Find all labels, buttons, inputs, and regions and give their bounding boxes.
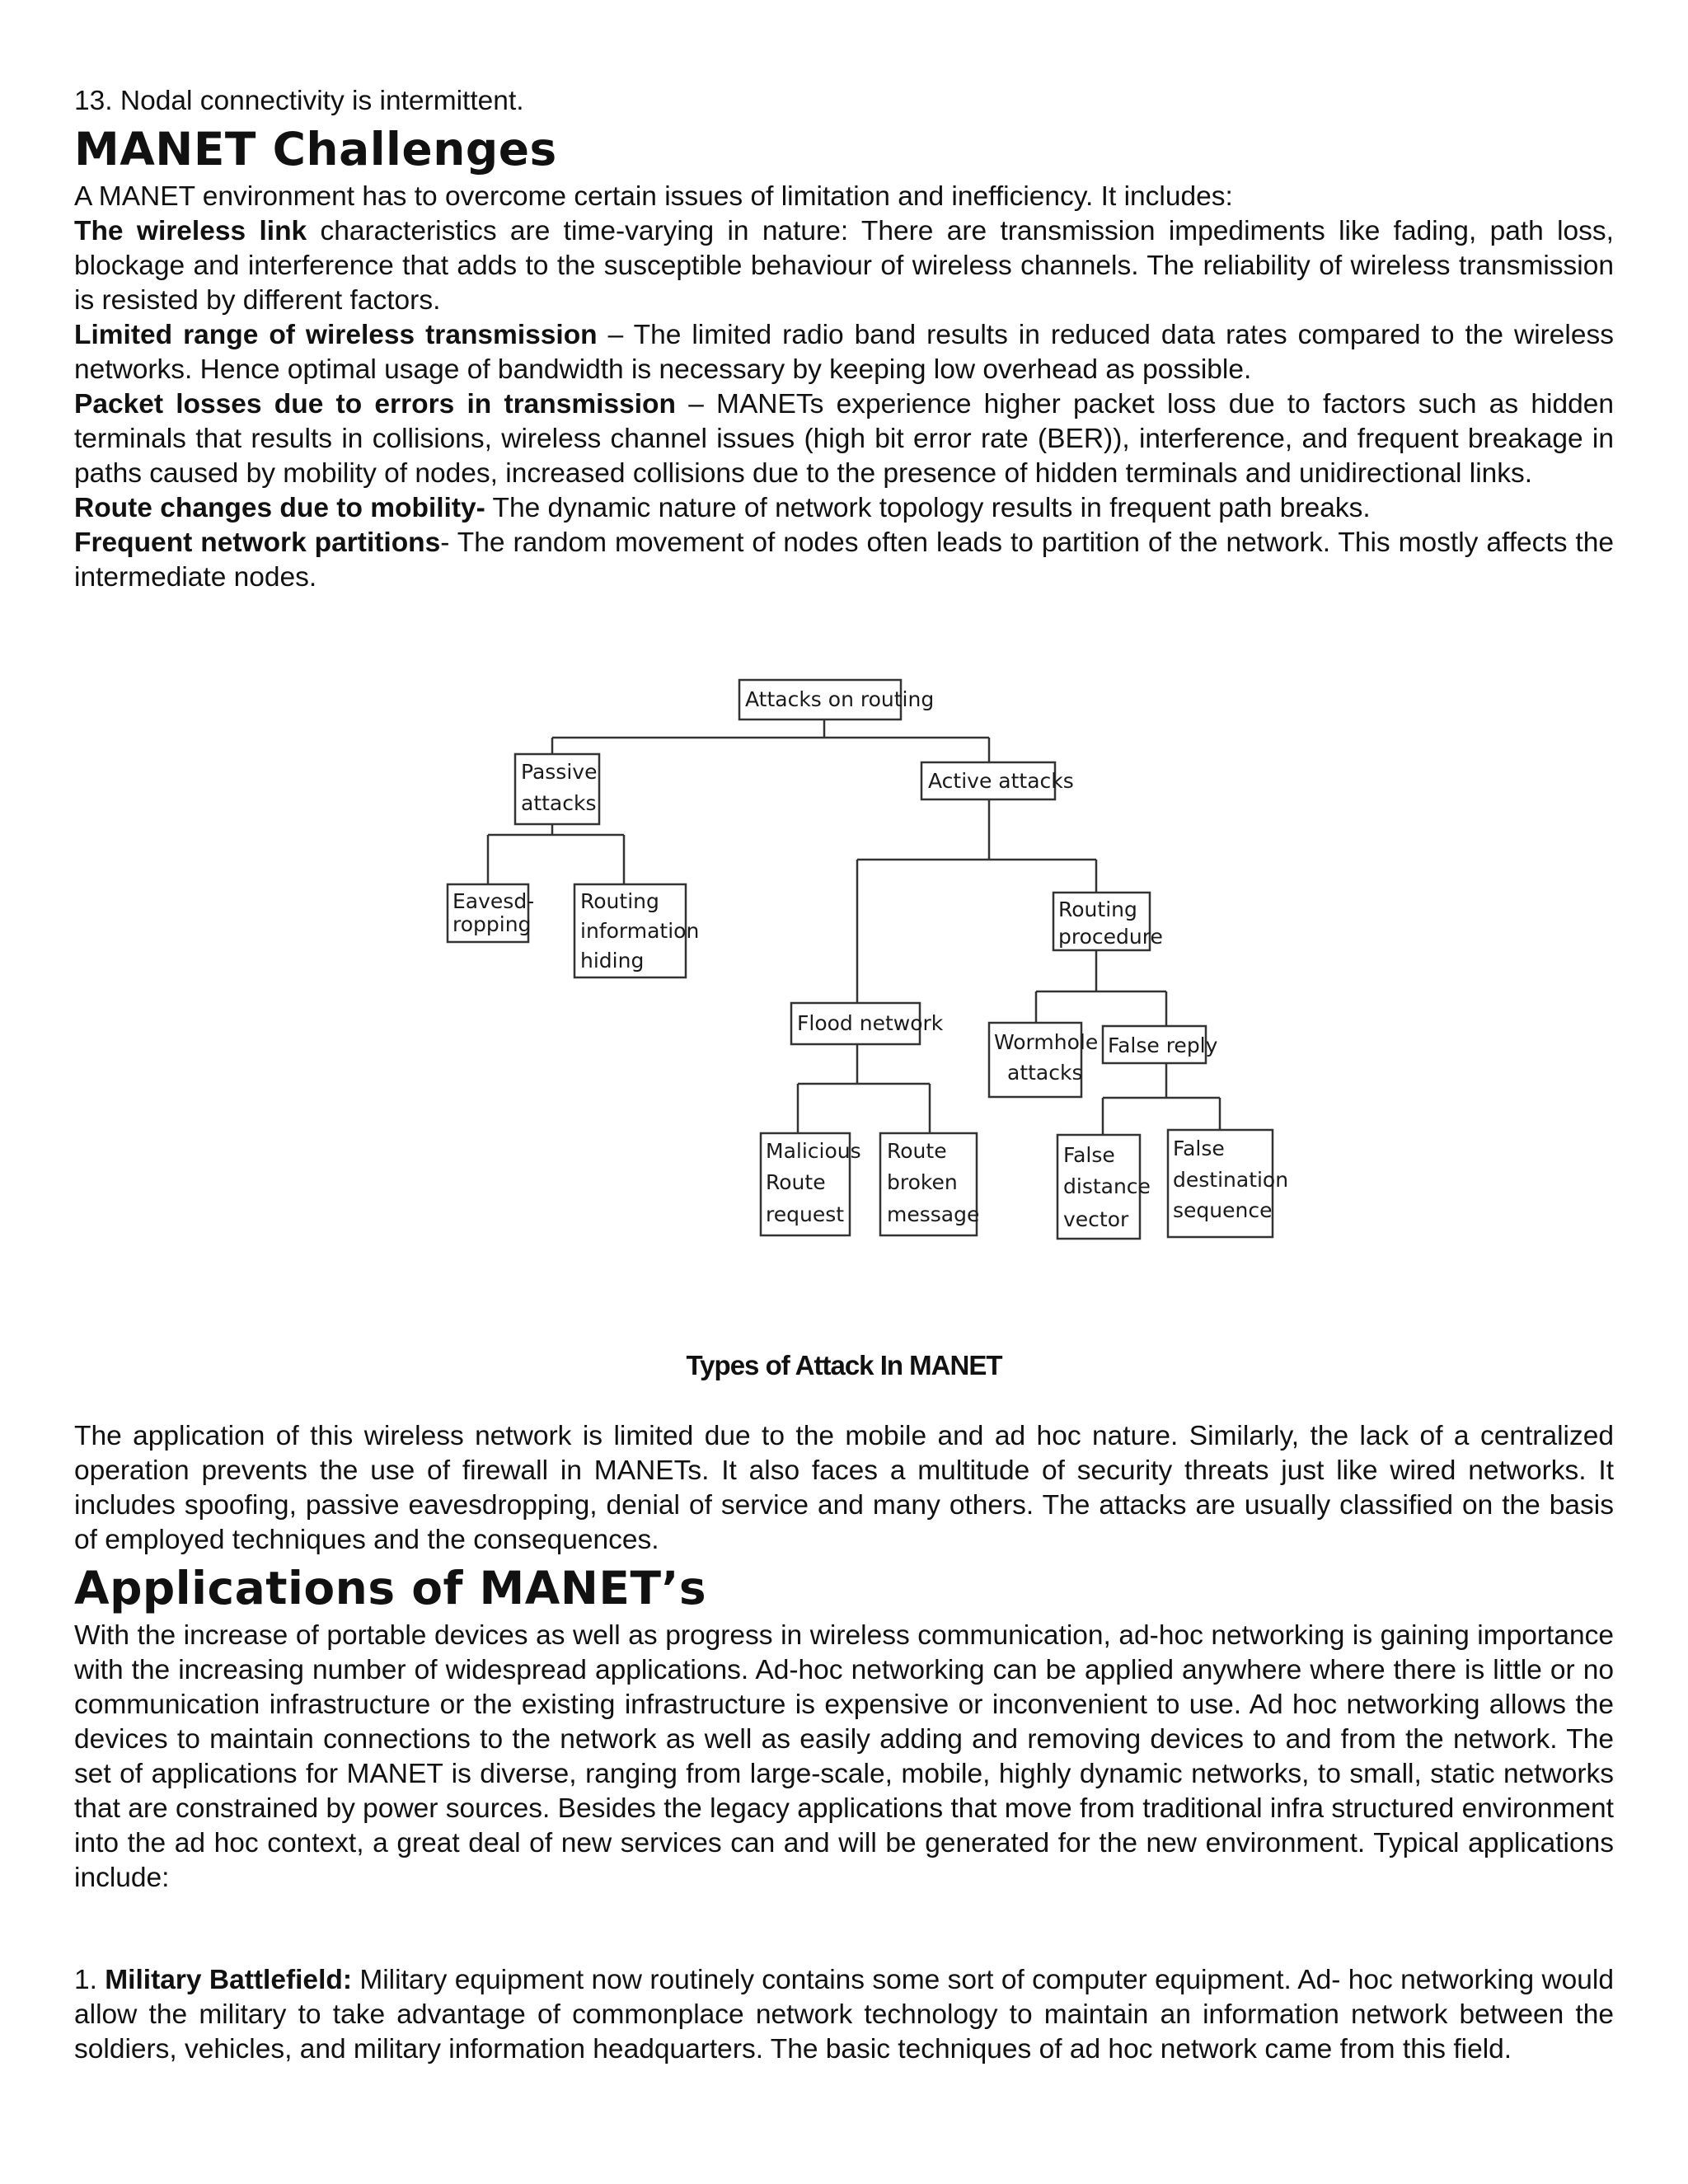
challenge-term: Limited range of wireless transmission: [74, 320, 598, 350]
figure-caption: Types of Attack In MANET: [686, 1350, 1002, 1380]
military-text: Military equipment now routinely contains some sort of computer equipment. Ad- hoc networking would allow the military to take advantage of commonplace network technology to maintain an information network between the soldiers, vehicles, and military information headquarters. The basic techniques of ad hoc network came from this field.: [74, 1965, 1614, 2064]
node-label-passive: Passive: [521, 760, 598, 784]
challenge-item: [74, 387, 1614, 491]
node-label-root: Attacks on routing: [745, 687, 935, 711]
challenge-text: – The limited radio band results in reduced data rates compared to the wireless networks. Hence optimal usage of bandwidth is necessary by keeping low overhead as possible.: [74, 320, 1614, 385]
challenge-term: Packet losses due to errors in transmission: [74, 389, 676, 419]
node-label-wormhole: attacks: [1007, 1061, 1083, 1085]
node-label-info-hiding: hiding: [580, 949, 645, 972]
applications-heading: Applications of MANET’s: [74, 1562, 707, 1615]
node-label-false-distance: vector: [1063, 1207, 1129, 1231]
node-label-broken-message: Route: [887, 1139, 947, 1163]
node-label-flood-network: Flood network: [797, 1011, 944, 1035]
node-label-false-distance: False: [1063, 1143, 1115, 1167]
node-label-passive: attacks: [521, 791, 597, 815]
challenges-heading: MANET Challenges: [74, 123, 557, 176]
node-label-false-distance: distance: [1063, 1174, 1151, 1198]
node-label-false-destination: destination: [1173, 1168, 1289, 1192]
node-label-false-destination: sequence: [1173, 1198, 1273, 1222]
attack-tree-diagram: [429, 663, 1335, 1273]
node-label-routing-procedure: Routing: [1058, 898, 1137, 921]
challenge-item: [74, 214, 1614, 318]
node-label-false-destination: False: [1173, 1137, 1225, 1160]
applications-paragraph: With the increase of portable devices as well as progress in wireless communication, ad-hoc networking is gaining importance with the increasing number of widespread applications. Ad-hoc networking can be applied anywhere where there is little or no communication infrastructure or the existing infrastructure is expensive or inconvenient to use. Ad hoc networking allows the devices to maintain connections to the network as well as easily adding and removing devices to and from the network. The set of applications for MANET is diverse, ranging from large-scale, mobile, highly dynamic networks, to small, static networks that are constrained by power sources. Besides the legacy applications that move from traditional infra structured environment into the ad hoc context, a great deal of new services can and will be generated for the new environment. Typical applications include:: [74, 1620, 1614, 1893]
challenge-item: [74, 526, 1614, 595]
node-label-info-hiding: Routing: [580, 889, 659, 913]
challenge-term: The wireless link: [74, 216, 307, 246]
node-label-broken-message: message: [887, 1202, 980, 1226]
challenge-term: Route changes due to mobility-: [74, 493, 485, 523]
list-number: 1.: [74, 1965, 106, 1995]
challenge-term: Frequent network partitions: [74, 527, 441, 558]
attacks-paragraph: The application of this wireless network is limited due to the mobile and ad hoc nature. Similarly, the lack of a centralized operation prevents the use of firewall in MANETs. It also faces a multitude of security threats just like wired networks. It includes spoofing, passive eavesdropping, denial of service and many others. The attacks are usually classified on the basis of employed techniques and the consequences.: [74, 1421, 1614, 1555]
node-label-active: Active attacks: [928, 769, 1074, 793]
node-label-routing-procedure: procedure: [1058, 925, 1163, 949]
node-label-info-hiding: information: [580, 919, 700, 943]
node-label-eavesdropping: Eavesd-: [452, 889, 535, 913]
node-label-eavesdropping: ropping: [452, 912, 532, 936]
node-label-malicious-request: Malicious: [766, 1139, 861, 1163]
challenge-text: characteristics are time-varying in nature: There are transmission impediments like fading, path loss, blockage and interference that adds to the susceptible behaviour of wireless channels. The reliability of wireless transmission is resisted by different factors.: [74, 216, 1614, 316]
node-label-malicious-request: request: [766, 1202, 845, 1226]
node-label-wormhole: Wormhole: [994, 1030, 1099, 1054]
challenge-text: - The random movement of nodes often leads to partition of the network. This mostly affects the intermediate nodes.: [74, 527, 1614, 593]
challenge-item: [74, 318, 1614, 387]
challenge-text: The dynamic nature of network topology results in frequent path breaks.: [485, 493, 1371, 523]
attack-tree-svg: [429, 663, 1335, 1273]
military-term: Military Battlefield:: [105, 1965, 352, 1995]
node-label-malicious-request: Route: [766, 1170, 826, 1194]
military-battlefield-item: [74, 1963, 1614, 2067]
challenges-intro: A MANET environment has to overcome certain issues of limitation and inefficiency. It includes:: [74, 181, 1233, 212]
intro-line: 13. Nodal connectivity is intermittent.: [74, 86, 524, 116]
challenges-section: [74, 180, 1614, 595]
node-label-false-reply: False reply: [1108, 1033, 1218, 1057]
challenge-text: – MANETs experience higher packet loss due to factors such as hidden terminals that results in collisions, wireless channel issues (high bit error rate (BER)), interference, and frequent breakage in paths caused by mobility of nodes, increased collisions due to the presence of hidden terminals and unidirectional links.: [74, 389, 1614, 489]
node-label-broken-message: broken: [887, 1170, 958, 1194]
challenge-item: [74, 491, 1614, 526]
